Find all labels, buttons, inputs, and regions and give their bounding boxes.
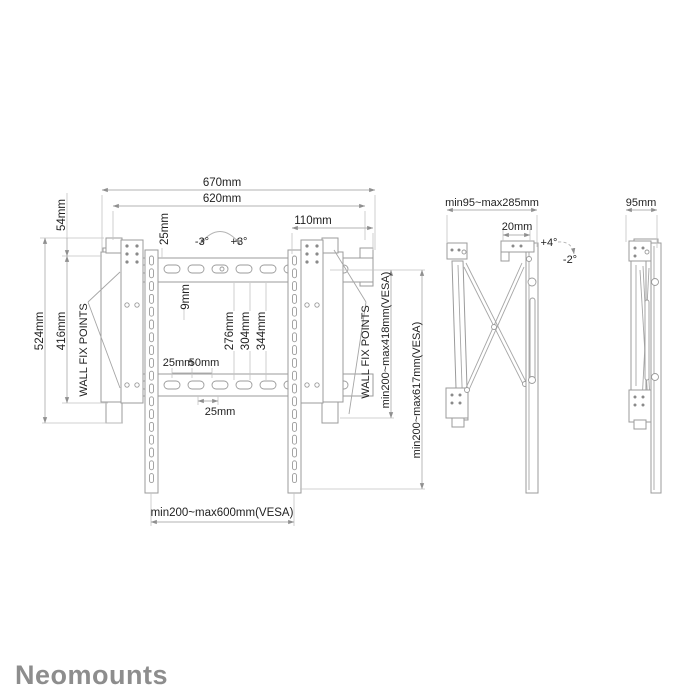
tilt-up-label: +4° [540, 237, 558, 249]
dim-width-total: 670mm [202, 177, 242, 189]
dim-vesa-width: min200~max600mm(VESA) [150, 507, 294, 519]
wall-fix-points-left: WALL FIX POINTS [78, 303, 90, 397]
dim-pitch-small: 25mm [162, 357, 194, 369]
brand-logo: Neomounts [15, 660, 168, 690]
collapsed-structure [629, 239, 661, 493]
dim-end-offset: 110mm [294, 215, 332, 227]
vesa-rails [145, 250, 301, 493]
dim-vesa-height-max: min200~max617mm(VESA) [411, 321, 423, 459]
dim-top-plate: 20mm [501, 221, 533, 233]
dim-span-b: 304mm [240, 311, 252, 351]
tilt-plus-label: +3° [230, 236, 248, 248]
dim-offset-top: 54mm [56, 199, 68, 231]
wall-bracket-right [301, 238, 343, 423]
dim-vesa-height-min: min200~max418mm(VESA) [380, 271, 392, 409]
tilt-down-label: -2° [562, 254, 578, 266]
wall-bracket-left [101, 238, 143, 423]
dim-pitch-large: 50mm [188, 357, 220, 369]
front-view [34, 177, 425, 526]
dim-pitch-bottom: 25mm [204, 406, 236, 418]
dim-span-a: 276mm [224, 311, 236, 351]
extended-structure [446, 241, 538, 493]
dim-height-plate: 416mm [56, 311, 68, 351]
dim-height-total: 524mm [34, 311, 46, 351]
wall-fix-points-right: WALL FIX POINTS [360, 305, 372, 399]
dim-span-c: 344mm [256, 311, 268, 351]
scissor-arms [464, 263, 528, 393]
side-view-collapsed [626, 197, 661, 493]
dim-depth-collapsed: 95mm [625, 197, 657, 209]
dim-rail-offset: 25mm [159, 213, 171, 245]
tilt-arc-side [558, 242, 574, 254]
dim-width-plate: 620mm [202, 193, 242, 205]
tilt-minus-label: -3° [194, 236, 210, 248]
dim-hole: 9mm [180, 284, 192, 310]
side-view-extended [445, 197, 577, 493]
dim-depth-range: min95~max285mm [445, 197, 539, 209]
